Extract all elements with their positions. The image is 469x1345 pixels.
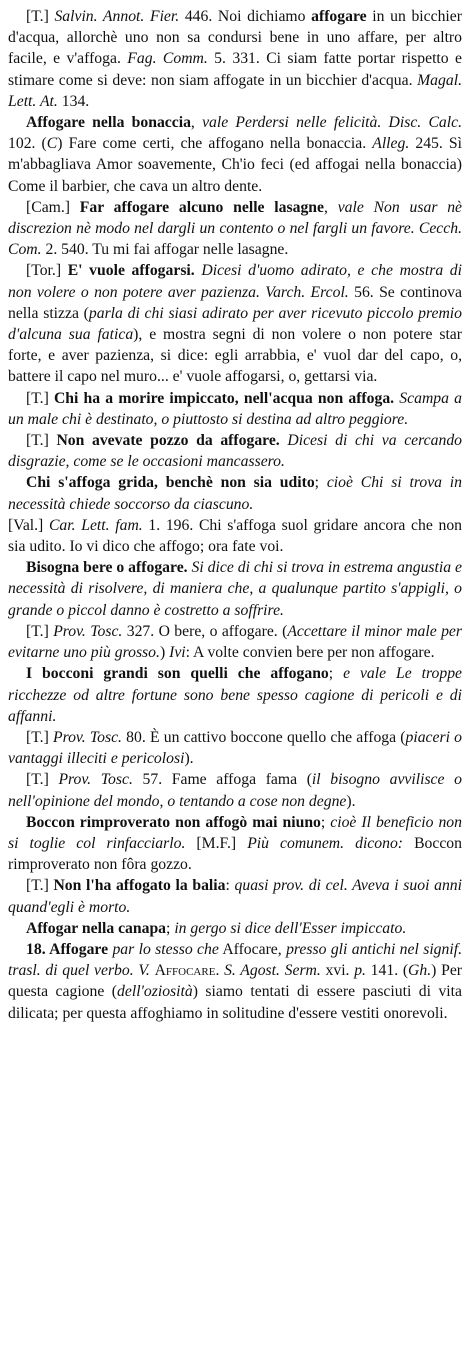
bold-run: Chi ha a morire impiccato, nell'acqua non affoga. <box>53 389 395 407</box>
bold-run: affogare <box>311 8 367 25</box>
italic-run: il bisogno avvilisce o nell'opinione del mondo, o tentando a cose non degne <box>8 771 462 810</box>
text-run: ) Fare come certi, che affogano nella bonaccia. <box>57 135 373 153</box>
text-run: Boccon rimproverato non fôra gozzo. <box>8 834 462 874</box>
italic-run: C <box>46 135 58 153</box>
italic-run: cioè Chi si trova in necessità chiede soccorso da ciascuno. <box>8 474 462 513</box>
bold-run: I bocconi grandi son quelli che affogano <box>26 665 329 683</box>
italic-run: par lo stesso che <box>112 940 219 958</box>
bold-run: E' vuole affogarsi. <box>67 262 195 280</box>
text-run: ; <box>328 665 344 683</box>
italic-run: in gergo si dice dell'Esser impiccato. <box>174 919 407 937</box>
bold-run: Boccon rimproverato non affogò mai niuno <box>26 813 321 831</box>
bold-run: Affogare nella bonaccia <box>26 114 191 132</box>
italic-run: Prov. Tosc. <box>58 771 133 789</box>
text-run: [Cam.] <box>26 198 80 216</box>
italic-run: Prov. Tosc. <box>52 728 122 746</box>
dictionary-entry <box>8 515 462 557</box>
text-run: 5. 331. Ci siam fatte portar rispetto e stimare come si deve: non siam affogate in un bicchier d'acqua. <box>8 50 462 89</box>
dictionary-entry <box>8 260 462 387</box>
bold-run: Bisogna bere o affogare. <box>26 559 188 577</box>
dictionary-entry <box>8 812 462 876</box>
italic-run: quasi prov. di cel. Aveva i suoi anni quand'egli è morto. <box>8 877 462 916</box>
text-run: [T.] <box>26 432 57 450</box>
italic-run: Prov. Tosc. <box>53 622 123 640</box>
text-run: ). <box>184 750 194 768</box>
italic-run: Più comunem. dicono: <box>247 834 404 852</box>
dictionary-entry <box>8 388 462 430</box>
italic-run: vale Perdersi nelle felicità. Disc. Calc. <box>202 114 462 132</box>
bold-run: 18. Affogare <box>26 940 109 958</box>
italic-run: Scampa a un male chi è destinato, o piuttosto si destina ad altro peggiore. <box>8 389 462 428</box>
text-run: [T.] <box>26 8 55 25</box>
dictionary-entry <box>8 197 462 261</box>
italic-run: dell'oziosità <box>117 983 193 1001</box>
text-run: ). <box>346 792 356 810</box>
bold-run: Chi s'affoga grida, benchè non sia udito <box>26 474 315 492</box>
italic-run: Ivi <box>169 644 186 662</box>
text-run: [M.F.] <box>185 834 248 852</box>
text-run: . <box>215 962 225 980</box>
text-run: [T.] <box>26 771 59 789</box>
text-run: [Tor.] <box>26 262 68 280</box>
text-run: [T.] <box>26 877 54 895</box>
italic-run: cioè Il beneficio non si toglie col rinfacciarlo. <box>8 813 462 852</box>
italic-run: Dicesi d'uomo adirato, e che mostra di non volere o non potere aver pazienza. Varch. Ercol. <box>8 262 463 301</box>
italic-run: Salvin. Annot. Fier. <box>54 8 180 25</box>
text-run: : A volte convien bere per non affogare. <box>185 644 435 662</box>
italic-run: Fag. Comm. <box>127 50 208 68</box>
italic-run: Accettare il minor male per evitarne uno più grosso. <box>8 622 462 662</box>
text-run: ; <box>314 474 327 492</box>
italic-run: S. Agost. Serm. <box>224 962 321 980</box>
dictionary-entry <box>8 621 462 663</box>
bold-run: Non l'ha affogato la balia <box>53 877 226 895</box>
italic-run: presso gli antichi nel signif. trasl. di quel verbo. V. <box>8 940 463 980</box>
dictionary-entry <box>8 472 462 514</box>
italic-run: Si dice di chi si trova in estrema angustia e necessità di risolvere, di maniera che, a qualunque partito s'appigli, o grande o piccol danno è costretto a soffrire. <box>8 559 463 619</box>
italic-run: Alleg. <box>372 135 410 153</box>
italic-run: Gh. <box>408 962 432 980</box>
text-run: ) siamo tentati di essere pasciuti di vita dilicata; per questa affoghiamo in solitudine d'essere vestiti onorevoli. <box>8 983 462 1022</box>
text-run: 446. Noi dichiamo <box>179 8 312 25</box>
text-run: 134. <box>57 92 90 110</box>
text-run: 245. Sì m'abbagliava Amor soavemente, Ch'io feci (ed affogai nella bonaccia) Come il barbier, che cava un altro dente. <box>8 135 462 195</box>
dictionary-entry <box>8 430 462 472</box>
dictionary-entry <box>8 875 462 917</box>
dictionary-entry <box>8 112 462 197</box>
text-run: , <box>323 198 338 216</box>
text-run: Affocare, <box>218 940 287 958</box>
bold-run: Far affogare alcuno nelle lasagne <box>79 198 324 216</box>
text-run: 327. O bere, o affogare. ( <box>122 622 288 640</box>
text-run: 102. ( <box>8 135 47 153</box>
text-run: 57. Fame affoga fama ( <box>132 771 312 789</box>
text-run: ), e mostra segni di non volere o non potere star forte, e aver pazienza, si dice: egli arrabbia, e' vuol dar del capo, o, battere il capo nel muro... e' vuole affogarsi, o, gettarsi via. <box>8 326 462 386</box>
italic-run: parla di chi siasi adirato per aver ricevuto piccolo premio d'alcuna sua fatica <box>8 304 462 344</box>
italic-run: vale Non usar nè discrezion nè modo nel dargli un contento o nel fargli un favore. Cecch. Com. <box>8 198 463 259</box>
italic-run: p. <box>354 962 366 980</box>
text-run: [T.] <box>26 622 54 640</box>
dictionary-entry <box>8 6 462 112</box>
text-run: in un bicchier d'acqua, allorchè uno non sa condursi bene in uno affare, per altro facile, e v'affoga. <box>8 8 462 68</box>
text-run: ; <box>320 813 331 831</box>
text-run: 2. 540. Tu mi fai affogar nelle lasagne. <box>41 241 289 259</box>
text-run: 56. Se continova nella stizza ( <box>8 283 462 322</box>
text-run: 1. 196. Chi s'affoga suol gridare ancora che non sia udito. Io vi dico che affogo; ora fate voi. <box>8 516 463 556</box>
text-run: ; <box>166 919 175 937</box>
text-run: , <box>190 114 203 132</box>
dictionary-entry <box>8 939 462 1024</box>
italic-run: Dicesi di chi va cercando disgrazie, come se le occasioni mancassero. <box>8 432 463 471</box>
bold-run: Non avevate pozzo da affogare. <box>56 432 280 450</box>
italic-run: Magal. Lett. At. <box>8 71 462 110</box>
small-caps-run: Affocare <box>154 962 216 980</box>
dictionary-entry <box>8 918 462 939</box>
text-run: 141. ( <box>365 962 409 980</box>
italic-run: e vale Le troppe ricchezze od altre fortune sono bene spesso cagione di pericoli e di affanni. <box>8 665 463 725</box>
italic-run: piaceri o vantaggi illeciti e pericolosi <box>8 728 462 768</box>
text-run: ) <box>159 644 170 662</box>
text-run: : <box>225 877 235 895</box>
text-run: ) Per questa cagione ( <box>8 962 462 1001</box>
italic-run: Car. Lett. fam. <box>48 516 143 534</box>
dictionary-entry <box>8 727 462 769</box>
text-run: [Val.] <box>8 516 49 534</box>
text-run: 80. È un cattivo boccone quello che affoga ( <box>121 728 406 746</box>
dictionary-entry <box>8 557 462 621</box>
dictionary-entry <box>8 769 462 811</box>
bold-run: Affogar nella canapa <box>26 919 167 937</box>
dictionary-entry <box>8 663 462 727</box>
text-run: [T.] <box>26 389 54 407</box>
text-run: xvi. <box>320 962 355 980</box>
text-run: [T.] <box>26 728 53 746</box>
